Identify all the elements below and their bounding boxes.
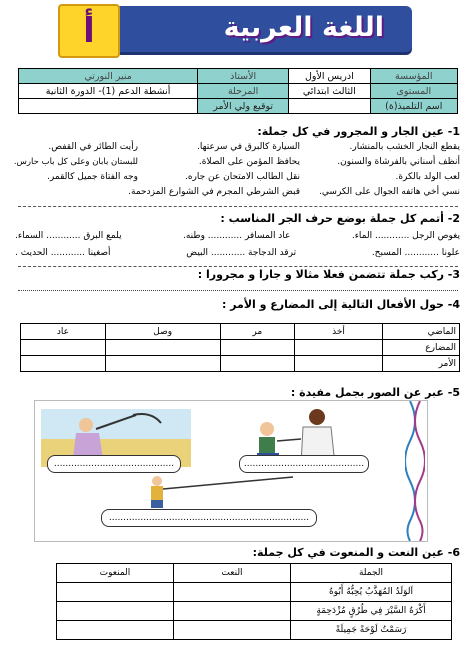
- answer-cell[interactable]: [21, 340, 106, 356]
- answer-cell[interactable]: [220, 356, 295, 372]
- header-label-cell: المرحلة: [198, 84, 289, 99]
- q1-sentence: يقطع النجار الخشب بالمنشار.: [349, 142, 460, 152]
- row-label: المضارع: [383, 340, 460, 356]
- q3-answer-line[interactable]: [18, 290, 458, 291]
- header-label-cell: توقيع ولي الأمر: [198, 99, 289, 114]
- header-label-cell: اسم التلميذ(ة): [370, 99, 457, 114]
- q6-adjective-table: [56, 563, 452, 640]
- row-label: الأمر: [383, 356, 460, 372]
- answer-cell[interactable]: [21, 356, 106, 372]
- q4-title: 4- حول الأفعال التالية إلى المضارع و الأمر :: [221, 298, 460, 311]
- header-row: [19, 84, 458, 99]
- badge-letter: أ: [83, 11, 95, 51]
- answer-cell[interactable]: [57, 583, 174, 602]
- answer-cell[interactable]: [105, 356, 220, 372]
- q1-col-mid: [128, 142, 300, 202]
- q1-col-right: [305, 142, 460, 202]
- q6-title: 6- عين النعت و المنعوت في كل جملة:: [252, 546, 460, 559]
- answer-cell[interactable]: [174, 621, 291, 640]
- header-row: [19, 99, 458, 114]
- answer-cell[interactable]: [57, 621, 174, 640]
- header-value-cell: الثالث ابتدائي: [289, 84, 370, 99]
- banner-title: اللغة العربية: [223, 12, 384, 43]
- q1-sentence: نسي أخي هاتفه الجوال على الكرسي.: [319, 187, 460, 197]
- q2-sentence: يغوص الرجل ............ الماء.: [351, 231, 460, 241]
- verb-cell: مر: [220, 324, 295, 340]
- q1-col-left: [10, 142, 138, 187]
- answer-cell[interactable]: [295, 356, 383, 372]
- q1-sentence: رأيت الطائر في القفص.: [48, 142, 138, 152]
- q1-sentence: وجه الفتاة جميل كالقمر.: [47, 172, 138, 182]
- q3-title: 3- ركب جملة تتضمن فعلا مثالا و جارا و مجرورا :: [197, 268, 460, 281]
- sentence-cell: رَسَمْتُ لَوْحَةً جَمِيلَةً: [291, 621, 452, 640]
- verb-cell: أخذ: [295, 324, 383, 340]
- col-header: الجملة: [291, 564, 452, 583]
- sentence-cell: اَلوَلَدُ المُهَذَّبُ يُحِبُّهُ أَبُوهُ: [291, 583, 452, 602]
- header-value-cell: ادريس الأول: [289, 69, 370, 84]
- answer-cell[interactable]: [174, 583, 291, 602]
- header-value-cell[interactable]: [19, 99, 198, 114]
- fisherman-picture: [143, 475, 303, 509]
- q2-sentence: علونا ............ المسبح.: [371, 248, 460, 258]
- q2-title: 2- أتمم كل جملة بوضع حرف الجر المناسب :: [220, 212, 460, 225]
- q1-sentence: نقل الطالب الامتحان عن جاره.: [184, 172, 300, 182]
- q2-sentence: أصغينا ............ الحديث .: [15, 248, 111, 258]
- divider: [18, 206, 458, 207]
- q1-sentence: للبستان بابان وعلى كل باب حارس.: [13, 157, 138, 167]
- header-value-cell: أنشطة الدعم (1)- الدورة الثانية: [19, 84, 198, 99]
- header-label-cell: المستوى: [370, 84, 457, 99]
- q5-title: 5- عبر عن الصور بجمل مفيدة :: [290, 386, 460, 399]
- answer-bubble[interactable]: ..........................................: [47, 455, 181, 473]
- q2-rows: [15, 231, 460, 265]
- header-label-cell: الأستاذ: [198, 69, 289, 84]
- verb-cell: عاد: [21, 324, 106, 340]
- header-row: [19, 69, 458, 84]
- q1-sentence: أنظف أسناني بالفرشاة والسنون.: [337, 157, 460, 167]
- header-info-table: [18, 68, 458, 114]
- header-label-cell: المؤسسة: [370, 69, 457, 84]
- q5-picture-frame: [34, 400, 428, 542]
- dna-decoration: [405, 401, 425, 541]
- q1-sentence: يحافظ المؤمن على الصلاة.: [198, 157, 300, 167]
- banner-badge: [58, 4, 120, 58]
- header-value-cell[interactable]: [289, 99, 370, 114]
- sentence-cell: أَكْرَهُ السَّيْرَ فِي طُرُقٍ مُزْدَحِمَةٍ: [291, 602, 452, 621]
- answer-bubble[interactable]: ..........................................: [239, 455, 369, 473]
- q2-sentence: يلمع البرق ............ السماء.: [15, 231, 122, 241]
- answer-cell[interactable]: [220, 340, 295, 356]
- answer-cell[interactable]: [57, 602, 174, 621]
- answer-cell[interactable]: [295, 340, 383, 356]
- answer-cell[interactable]: [174, 602, 291, 621]
- q2-sentence: ترقد الدجاجة ............ البيض: [186, 248, 297, 258]
- q1-sentence: السيارة كالبرق في سرعتها.: [197, 142, 300, 152]
- q1-title: 1- عين الجار و المجرور في كل جملة:: [257, 125, 460, 138]
- divider: [18, 266, 458, 267]
- q4-verbs-table: [20, 323, 460, 372]
- col-header: المنعوت: [57, 564, 174, 583]
- header-label-cell: منير النورتي: [19, 69, 198, 84]
- row-label: الماضي: [383, 324, 460, 340]
- q1-sentence: قبض الشرطي المجرم في الشوارع المزدحمة.: [128, 187, 300, 197]
- col-header: النعت: [174, 564, 291, 583]
- answer-bubble[interactable]: ......................................................................: [101, 509, 317, 527]
- q2-sentence: عاد المسافر ............ وطنه.: [183, 231, 291, 241]
- q1-sentence: لعب الولد بالكرة.: [395, 172, 460, 182]
- answer-cell[interactable]: [105, 340, 220, 356]
- verb-cell: وصل: [105, 324, 220, 340]
